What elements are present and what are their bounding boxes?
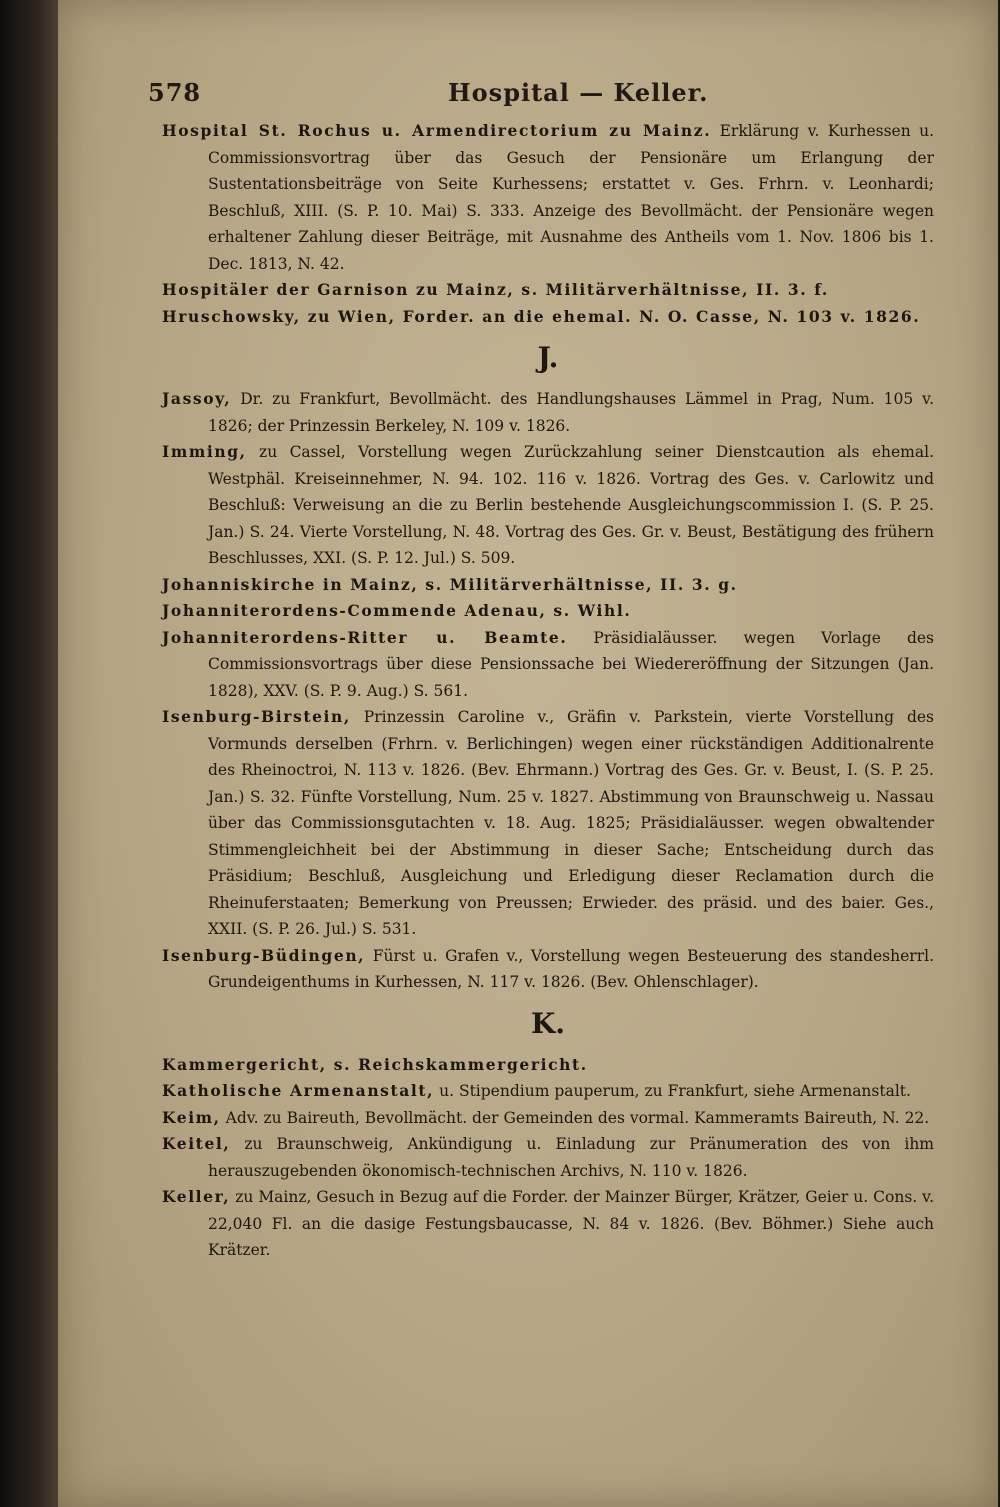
entry-body: Fürst u. Grafen v., Vorstellung wegen Besteuerung des standesherrl. Grundeigenthums in Kurhessen, N. 117 v. 1826. (Bev. Ohlenschlager).	[208, 946, 934, 991]
index-entry-keller	[162, 1184, 934, 1264]
entry-body: Prinzessin Caroline v., Gräfin v. Parkstein, vierte Vorstellung des Vormunds derselben (Frhrn. v. Berlichingen) wegen einer rückständigen Additionalrente des Rheinoctroi, N. 113 v. 1826. (Bev. Ehrmann.) Vortrag des Ges. Gr. v. Beust, I. (S. P. 25. Jan.) S. 32. Fünfte Vorstellung, Num. 25 v. 1827. Abstimmung von Braunschweig u. Nassau über das Commissionsgutachten v. 18. Aug. 1825; Präsidialäusser. wegen obwaltender Stimmengleichheit bei der Abstimmung in dieser Sache; Entscheidung durch das Präsidium; Beschluß, Ausgleichung und Erledigung dieser Reclamation durch die Rheinuferstaaten; Bemerkung von Preussen; Erwieder. des präsid. und des baier. Ges., XXII. (S. P. 26. Jul.) S. 531.	[208, 708, 934, 938]
index-entry-kammergericht	[162, 1052, 934, 1079]
index-entry-katholische-armenanstalt	[162, 1078, 934, 1105]
entry-head: Keller,	[162, 1187, 231, 1206]
entry-head: Hospitäler der Garnison zu Mainz, s. Militärverhältnisse, II. 3. f.	[162, 280, 829, 299]
entry-head: Hruschowsky, zu Wien, Forder. an die ehemal. N. O. Casse, N. 103 v. 1826.	[162, 306, 921, 326]
entry-body: u. Stipendium pauperum, zu Frankfurt, siehe Armenanstalt.	[439, 1082, 911, 1100]
page-number: 578	[148, 78, 202, 107]
index-entry-hospital-rochus	[162, 118, 934, 277]
index-entry-hospitaeler	[162, 277, 934, 304]
index-entry-keitel	[162, 1131, 934, 1184]
entry-head: Kammergericht, s. Reichskammergericht.	[162, 1054, 588, 1074]
entry-head: Isenburg-Büdingen,	[162, 945, 366, 965]
entry-body: Dr. zu Frankfurt, Bevollmächt. des Handlungshauses Lämmel in Prag, Num. 105 v. 1826; der Prinzessin Berkeley, N. 109 v. 1826.	[208, 390, 934, 435]
entry-head: Hospital St. Rochus u. Armendirectorium zu Mainz.	[162, 121, 712, 140]
index-entry-johanniterordens-ritter	[162, 625, 934, 705]
index-entry-jassoy	[162, 386, 934, 439]
section-letter-j: J.	[537, 341, 559, 374]
index-entry-isenburg-birstein	[162, 704, 934, 943]
entry-head: Isenburg-Birstein,	[162, 707, 351, 726]
book-spine-shadow	[0, 0, 58, 1507]
running-title: Hospital — Keller.	[448, 78, 709, 107]
entry-head: Johanniskirche in Mainz, s. Militärverhältnisse, II. 3. g.	[162, 574, 738, 594]
index-entry-keim	[162, 1105, 934, 1132]
entry-head: Katholische Armenanstalt,	[162, 1081, 435, 1100]
index-entry-imming	[162, 439, 934, 572]
entry-body: Präsidialäusser. wegen Vorlage des Commissionsvortrags über diese Pensionssache bei Wiedereröffnung der Sitzungen (Jan. 1828), XXV. (S. P. 9. Aug.) S. 561.	[208, 628, 934, 700]
entry-body: zu Braunschweig, Ankündigung u. Einladung zur Pränumeration des von ihm herauszugebenden ökonomisch-technischen Archivs, N. 110 v. 1826.	[208, 1135, 934, 1180]
section-letter-k: K.	[530, 1006, 566, 1040]
index-entry-johanniskirche	[162, 572, 934, 599]
entry-head: Jassoy,	[162, 389, 232, 408]
index-entry-isenburg-buedingen	[162, 943, 934, 996]
entry-head: Keim,	[162, 1107, 221, 1127]
index-entries	[162, 118, 934, 1264]
entry-head: Johanniterordens-Ritter u. Beamte.	[162, 627, 568, 647]
entry-body: Adv. zu Baireuth, Bevollmächt. der Gemeinden des vormal. Kammeramts Baireuth, N. 22.	[225, 1108, 930, 1127]
entry-body: zu Cassel, Vorstellung wegen Zurückzahlung seiner Dienstcaution als ehemal. Westphäl. Kreiseinnehmer, N. 94. 102. 116 v. 1826. Vortrag des Ges. v. Carlowitz und Beschluß: Verweisung an die zu Berlin bestehende Ausgleichungscommission I. (S. P. 25. Jan.) S. 24. Vierte Vorstellung, N. 48. Vortrag des Ges. Gr. v. Beust, Bestätigung des frühern Beschlusses, XXI. (S. P. 12. Jul.) S. 509.	[208, 443, 934, 567]
index-entry-johanniterordens-commende	[162, 598, 934, 625]
entry-head: Johanniterordens-Commende Adenau, s. Wihl.	[162, 601, 632, 620]
entry-body: Erklärung v. Kurhessen u. Commissionsvortrag über das Gesuch der Pensionäre um Erlangung der Sustentationsbeiträge von Seite Kurhessens; erstattet v. Ges. Frhrn. v. Leonhardi; Beschluß, XIII. (S. P. 10. Mai) S. 333. Anzeige des Bevollmächt. der Pensionäre wegen erhaltener Zahlung dieser Beiträge, mit Ausnahme des Antheils vom 1. Nov. 1806 bis 1. Dec. 1813, N. 42.	[208, 122, 934, 273]
page-header	[148, 70, 940, 110]
entry-head: Imming,	[162, 442, 247, 461]
entry-head: Keitel,	[162, 1134, 231, 1153]
entry-body: zu Mainz, Gesuch in Bezug auf die Forder. der Mainzer Bürger, Krätzer, Geier u. Cons. v. 22,040 Fl. an die dasige Festungsbaucasse, N. 84 v. 1826. (Bev. Böhmer.) Siehe auch Krätzer.	[208, 1188, 934, 1259]
index-entry-hruschowsky	[162, 304, 934, 331]
